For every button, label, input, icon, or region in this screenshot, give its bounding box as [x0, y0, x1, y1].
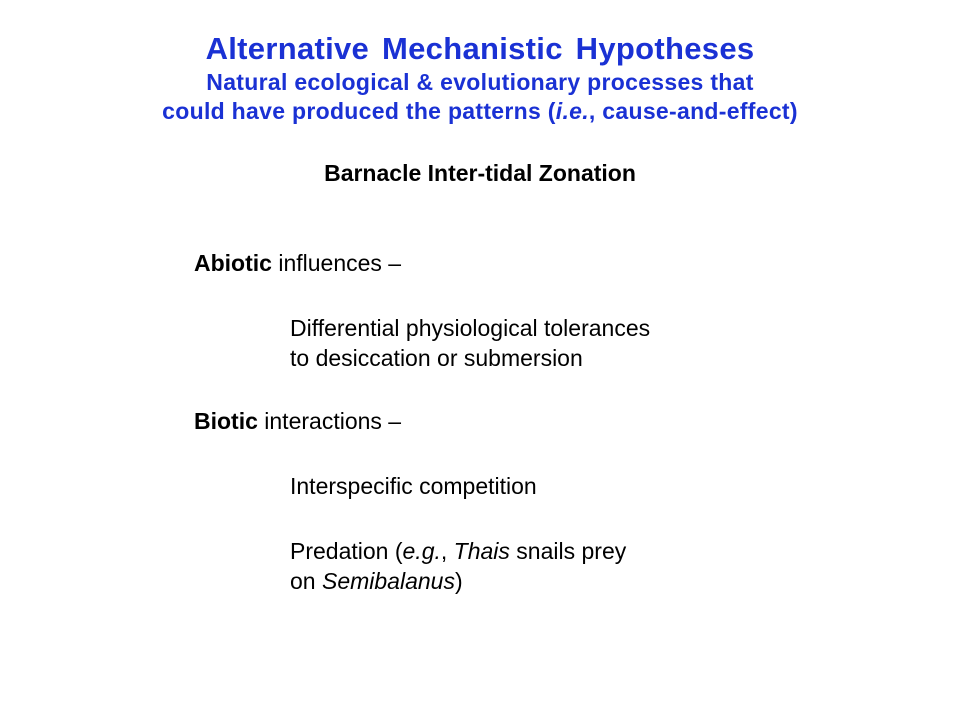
- hypotheses-list: [194, 248, 894, 596]
- abiotic-heading: [194, 248, 894, 278]
- slide-subtitle-line-2: [0, 97, 960, 126]
- biotic-heading-rest: interactions –: [257, 408, 402, 434]
- title-block: [0, 30, 960, 126]
- abiotic-item-line-2: to desiccation or submersion: [290, 345, 583, 371]
- biotic-item-predation-line-2: [194, 566, 894, 596]
- slide-subtitle-line-1: Natural ecological & evolutionary processes that: [206, 69, 754, 95]
- abiotic-item-line-1: Differential physiological tolerances: [290, 315, 651, 341]
- biotic-item-predation-line-1: [194, 536, 894, 566]
- predation-thais: Thais: [453, 538, 510, 564]
- slide-title: Alternative Mechanistic Hypotheses: [205, 31, 755, 66]
- section-heading: Barnacle Inter-tidal Zonation: [324, 160, 636, 186]
- abiotic-heading-bold: Abiotic: [194, 250, 272, 276]
- subtitle-text-post: , cause-and-effect): [588, 98, 798, 124]
- predation-mid: ,: [440, 538, 454, 564]
- biotic-heading-bold: Biotic: [194, 408, 258, 434]
- predation-line2-post: ): [454, 568, 463, 594]
- subtitle-text-italic: i.e.: [555, 98, 589, 124]
- predation-eg: e.g.: [402, 538, 441, 564]
- predation-line2-pre: on: [290, 568, 322, 594]
- subtitle-text-pre: could have produced the patterns (: [162, 98, 556, 124]
- biotic-heading: [194, 406, 894, 436]
- biotic-item-competition: Interspecific competition: [290, 473, 537, 499]
- predation-pre: Predation (: [290, 538, 403, 564]
- predation-post: snails prey: [509, 538, 627, 564]
- abiotic-heading-rest: influences –: [271, 250, 402, 276]
- predation-semibalanus: Semibalanus: [321, 568, 455, 594]
